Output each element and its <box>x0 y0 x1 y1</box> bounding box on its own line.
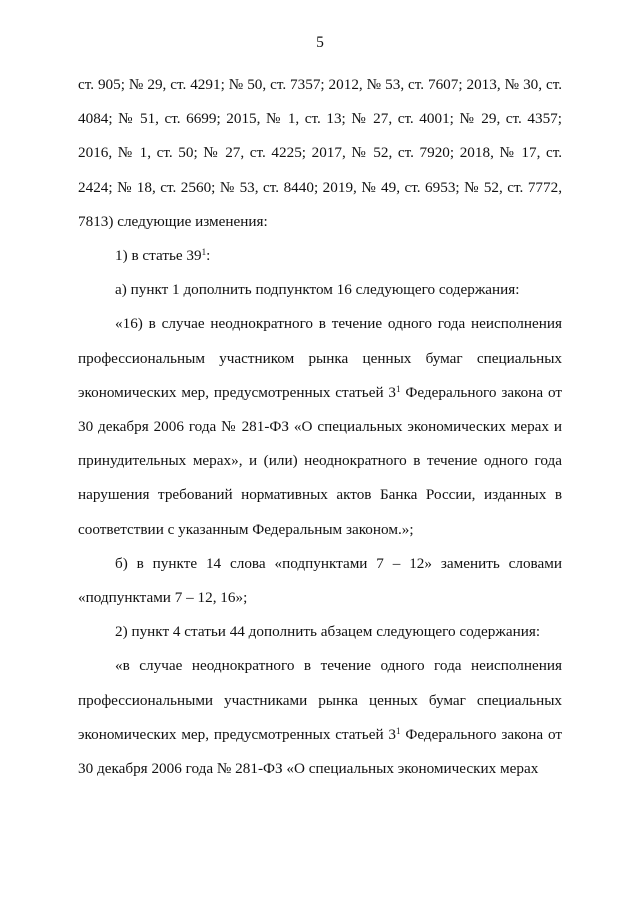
paragraph-text: «в случае неоднократного в течение одного года неисполнения профессиональными участниками рынка ценных бумаг специальных экономических мер, предусмотренных статьей 3 <box>78 657 562 743</box>
paragraph-item-2: 2) пункт 4 статьи 44 дополнить абзацем следующего содержания: <box>115 623 541 641</box>
paragraph-amendment-sources: ст. 905; № 29, ст. 4291; № 50, ст. 7357; 2012, № 53, ст. 7607; 2013, № 30, ст. 4084; № 51, ст. 6699; 2015, № 1, ст. 13; № 27, ст. 4001; № 29, ст. 4357; 2016, № 1, ст. 50; № 27, ст. 4225; 2017, № 52, ст. 7920; 2018, № 17, ст. 2424; № 18, ст. 2560; № 53, ст. 8440; 2019, № 49, ст. 6953; № 52, ст. 7772, 7813) следующие изменения: <box>78 76 562 230</box>
paragraph-text: Федерального закона от 30 декабря 2006 года № 281-ФЗ «О специальных экономических мерах <box>78 725 562 778</box>
paragraph-subitem-16 <box>78 307 562 546</box>
colon: : <box>206 247 211 265</box>
document-body <box>78 68 562 786</box>
superscript: 1 <box>201 247 207 258</box>
paragraph-text: 1) в статье 39 <box>115 247 202 265</box>
paragraph-new-abzac <box>78 649 562 786</box>
paragraph-text: «16) в случае неоднократного в течение одного года неисполнения профессиональным участником рынка ценных бумаг специальных экономических мер, предусмотренных статьей 3 <box>78 315 562 401</box>
paragraph-item-1 <box>78 239 562 273</box>
paragraph-text: Федерального закона от 30 декабря 2006 года № 281-ФЗ «О специальных экономических мерах и принудительных мерах», и (или) неоднократного в течение одного года нарушения требований нормативных актов Банка России, изданных в соответствии с указанным Федеральным законом.»; <box>78 383 562 538</box>
superscript: 1 <box>396 725 401 736</box>
paragraph-item-b: б) в пункте 14 слова «подпунктами 7 – 12» заменить словами «подпунктами 7 – 12, 16»; <box>78 554 562 607</box>
superscript: 1 <box>396 383 401 394</box>
paragraph-item-a: а) пункт 1 дополнить подпунктом 16 следующего содержания: <box>115 281 520 299</box>
page-number: 5 <box>316 34 324 51</box>
